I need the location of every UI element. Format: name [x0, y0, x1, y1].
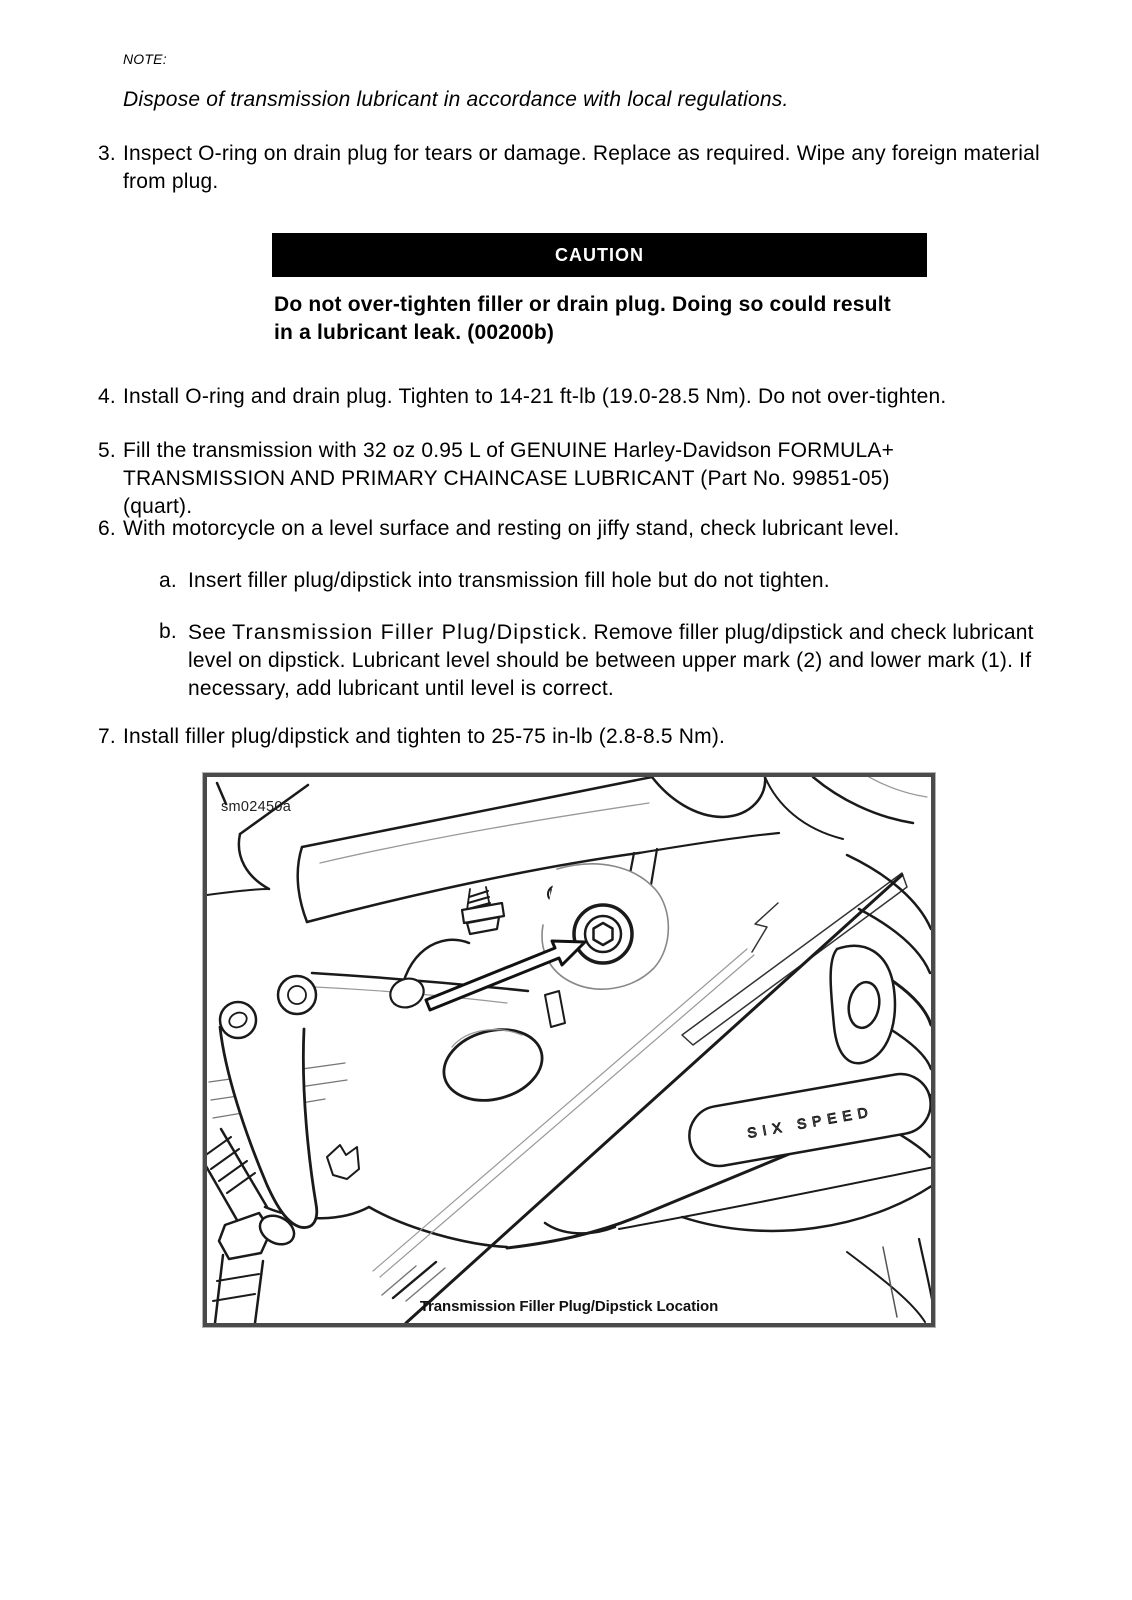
caution-banner: CAUTION [272, 233, 927, 277]
note-text: Dispose of transmission lubricant in accordance with local regulations. [123, 88, 789, 111]
step-text: Install filler plug/dipstick and tighten to 25-75 in-lb (2.8-8.5 Nm). [123, 725, 726, 748]
substep-text [188, 618, 1068, 703]
substep-a [159, 567, 1064, 595]
step-text: Install O-ring and drain plug. Tighten to 14-21 ft-lb (19.0-28.5 Nm). Do not over-tighten. [123, 385, 947, 408]
step-5 [98, 437, 963, 521]
substep-text-prefix: See [188, 621, 232, 644]
caution-text: Do not over-tighten filler or drain plug. Doing so could result in a lubricant leak. (00200b) [274, 293, 891, 344]
step-number: 7. [98, 725, 116, 748]
step-4 [98, 383, 1053, 411]
substep-letter: a. [159, 569, 177, 592]
note-label: NOTE: [123, 51, 167, 67]
six-speed-engraving: SIX SPEED [745, 1102, 875, 1141]
filler-plug [542, 864, 668, 989]
step-number: 4. [98, 385, 116, 408]
figure-caption: Transmission Filler Plug/Dipstick Location [419, 1298, 719, 1315]
cross-reference: Transmission Filler Plug/Dipstick [232, 620, 582, 644]
substep-text: Insert filler plug/dipstick into transmission fill hole but do not tighten. [188, 569, 830, 592]
technical-drawing [207, 777, 931, 1323]
six-speed-cover [685, 1069, 931, 1170]
step-text: Inspect O-ring on drain plug for tears or damage. Replace as required. Wipe any foreign material from plug. [123, 142, 1040, 193]
figure-box [203, 773, 935, 1327]
step-text: With motorcycle on a level surface and resting on jiffy stand, check lubricant level. [123, 517, 900, 540]
stud-bolt [462, 887, 504, 934]
step-text: Fill the transmission with 32 oz 0.95 L of GENUINE Harley-Davidson FORMULA+ TRANSMISSION AND PRIMARY CHAINCASE LUBRICANT (Part No. 99851-05) (quart). [123, 439, 895, 518]
substep-letter: b. [159, 620, 177, 643]
substep-text-rest: . Remove filler plug/dipstick and check lubricant level on dipstick. Lubricant level should be between upper mark (2) and lower mark (1). If necessary, add lubricant until level is correct. [188, 621, 1034, 700]
step-3 [98, 140, 1043, 196]
substep-b [159, 618, 1068, 703]
step-6 [98, 515, 1053, 543]
step-number: 6. [98, 517, 116, 540]
step-7 [98, 723, 1053, 751]
step-number: 3. [98, 142, 116, 165]
step-number: 5. [98, 439, 116, 462]
figure-image-code: sm02450a [221, 799, 292, 815]
